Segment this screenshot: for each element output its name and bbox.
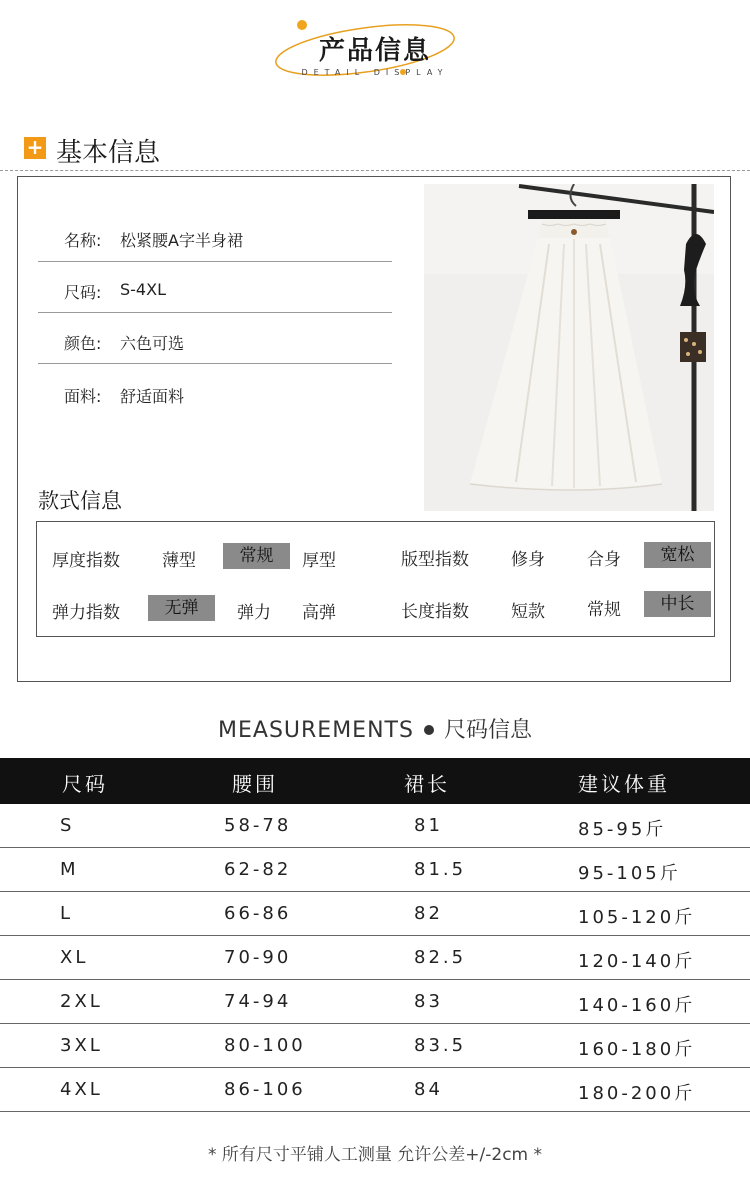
cell-weight: 105-120斤 (578, 907, 696, 928)
table-header (0, 758, 750, 804)
info-value: 松紧腰A字半身裙 (120, 231, 243, 250)
length-option-selected: 中长 (644, 591, 711, 617)
cell-size: 3XL (60, 1035, 103, 1056)
table-row (0, 1068, 750, 1112)
cell-length: 81 (414, 815, 443, 836)
fit-label: 版型指数 (401, 550, 469, 570)
plus-icon: + (24, 137, 46, 159)
info-key: 尺码: (64, 283, 102, 302)
cell-waist: 74-94 (224, 991, 292, 1012)
cell-weight: 85-95斤 (578, 819, 667, 840)
thickness-option: 薄型 (162, 551, 196, 571)
cell-length: 83 (414, 991, 443, 1012)
cell-weight: 160-180斤 (578, 1039, 696, 1060)
cell-size: XL (60, 947, 89, 968)
fit-option: 合身 (587, 550, 621, 570)
length-label: 长度指数 (401, 602, 469, 622)
elasticity-label: 弹力指数 (52, 603, 120, 623)
info-key: 颜色: (64, 334, 102, 353)
elasticity-option: 弹力 (237, 603, 271, 623)
cell-waist: 70-90 (224, 947, 292, 968)
cell-weight: 140-160斤 (578, 995, 696, 1016)
measurements-title (0, 713, 750, 744)
length-option: 短款 (511, 602, 545, 622)
cell-waist: 66-86 (224, 903, 292, 924)
info-row-size (38, 262, 392, 313)
info-row-fabric (38, 364, 392, 415)
cell-waist: 86-106 (224, 1079, 306, 1100)
cell-size: M (60, 859, 79, 880)
basic-info-title: 基本信息 (56, 138, 161, 168)
info-row-name (38, 212, 392, 262)
cell-waist: 58-78 (224, 815, 292, 836)
info-row-color (38, 313, 392, 364)
table-row (0, 848, 750, 892)
measurements-title-cn: 尺码信息 (443, 718, 532, 743)
table-row (0, 804, 750, 848)
table-row (0, 980, 750, 1024)
cell-waist: 62-82 (224, 859, 292, 880)
info-value: 舒适面料 (120, 387, 185, 406)
col-header-size: 尺码 (62, 772, 108, 796)
cell-weight: 95-105斤 (578, 863, 681, 884)
product-photo (424, 184, 714, 511)
page-header (0, 0, 750, 100)
cell-size: L (60, 903, 74, 924)
cell-length: 83.5 (414, 1035, 467, 1056)
fit-option-selected: 宽松 (644, 542, 711, 568)
cell-length: 82 (414, 903, 443, 924)
header-subtitle: DETAIL DISPLAY (301, 68, 449, 77)
cell-size: 4XL (60, 1079, 103, 1100)
cell-length: 84 (414, 1079, 443, 1100)
measurement-footnote: * 所有尺寸平铺人工测量 允许公差+/-2cm * (207, 1145, 543, 1165)
cell-length: 81.5 (414, 859, 467, 880)
bullet-icon (424, 725, 434, 735)
cell-length: 82.5 (414, 947, 467, 968)
cell-weight: 180-200斤 (578, 1083, 696, 1104)
info-key: 名称: (64, 231, 102, 250)
col-header-length: 裙长 (404, 772, 450, 796)
length-option: 常规 (587, 600, 621, 620)
fit-option: 修身 (511, 550, 545, 570)
thickness-option: 厚型 (302, 551, 336, 571)
cell-size: S (60, 815, 75, 836)
thickness-option-selected: 常规 (223, 543, 290, 569)
measurements-title-en: MEASUREMENTS (218, 718, 414, 743)
basic-info-heading (24, 132, 750, 168)
col-header-weight: 建议体重 (578, 772, 670, 796)
dotted-divider (0, 170, 750, 171)
table-row (0, 1024, 750, 1068)
style-info-title: 款式信息 (38, 489, 122, 513)
elasticity-option: 高弹 (302, 603, 336, 623)
table-row (0, 936, 750, 980)
header-title: 产品信息 (318, 36, 431, 66)
info-value: S-4XL (120, 280, 166, 299)
info-key: 面料: (64, 387, 102, 406)
cell-waist: 80-100 (224, 1035, 306, 1056)
style-info-panel (36, 521, 715, 637)
col-header-waist: 腰围 (232, 772, 278, 796)
thickness-label: 厚度指数 (52, 551, 120, 571)
cell-weight: 120-140斤 (578, 951, 696, 972)
table-row (0, 892, 750, 936)
elasticity-option-selected: 无弹 (148, 595, 215, 621)
info-value: 六色可选 (120, 334, 185, 353)
cell-size: 2XL (60, 991, 103, 1012)
